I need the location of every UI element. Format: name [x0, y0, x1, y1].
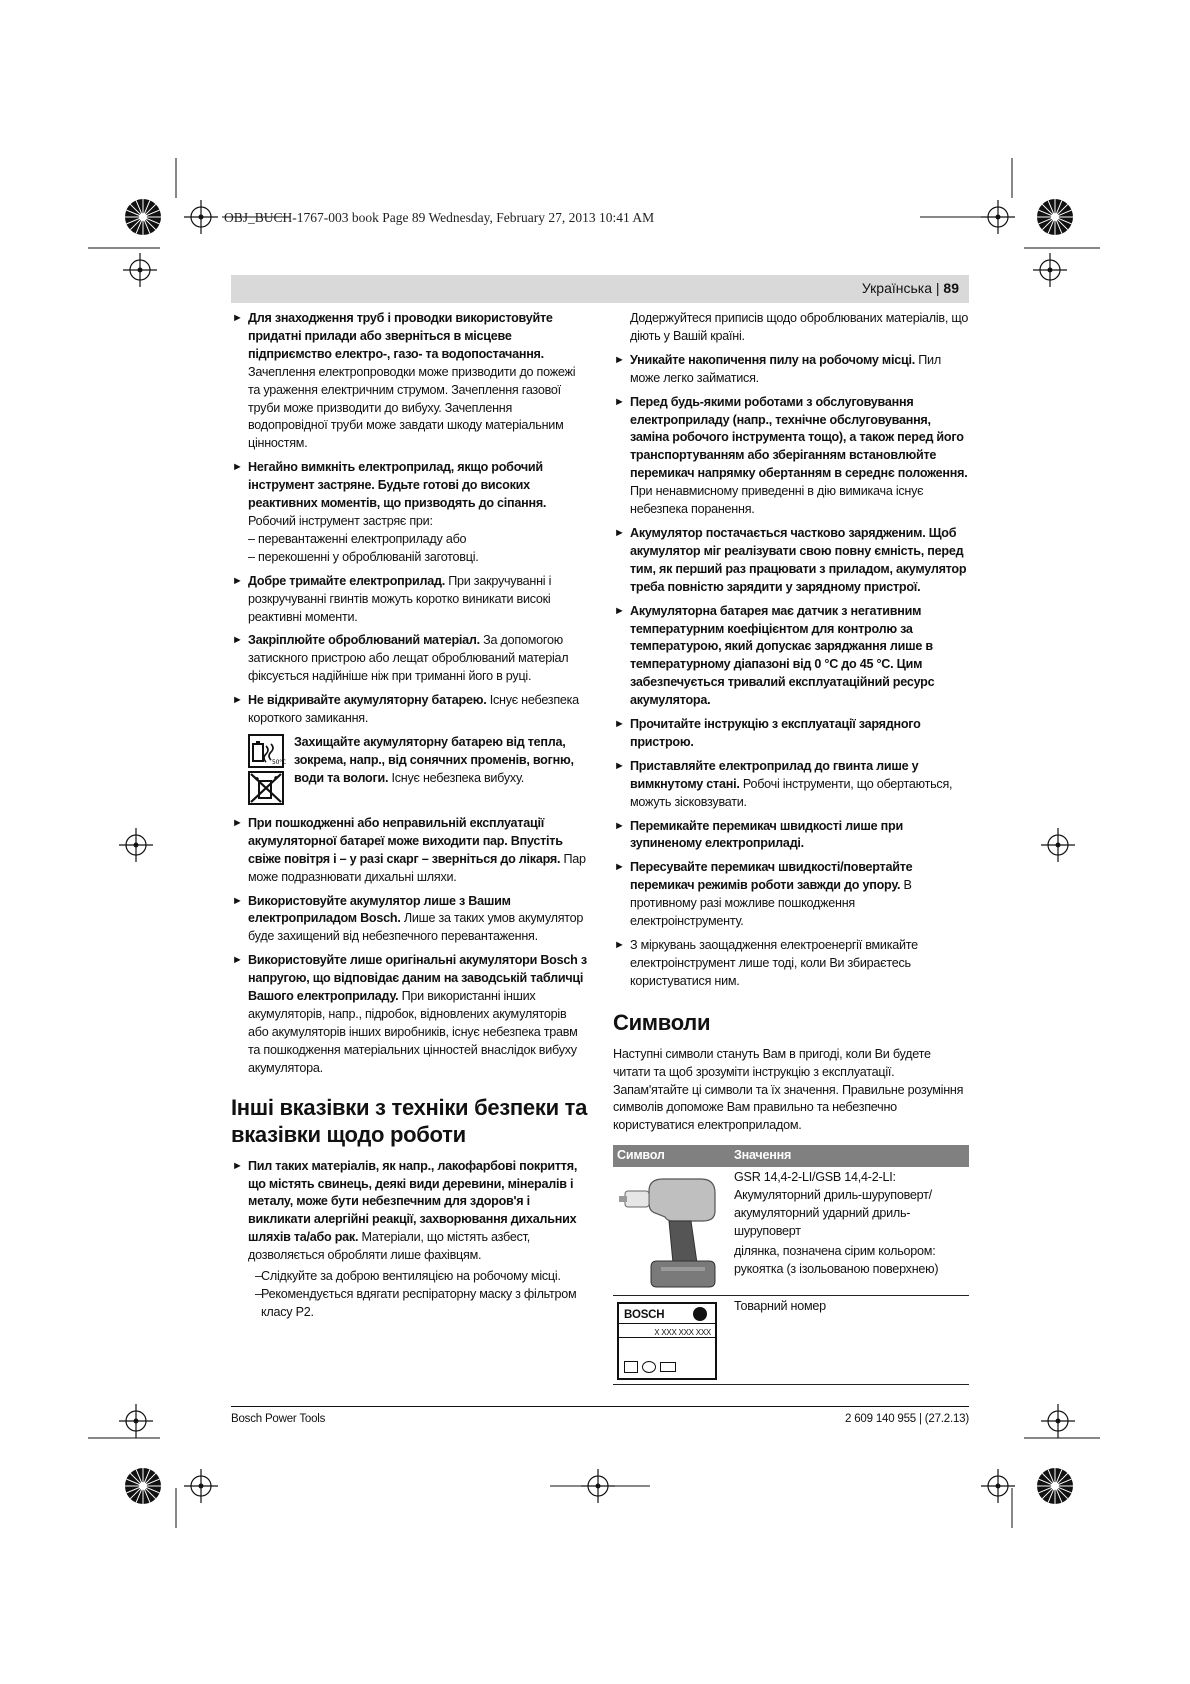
bullet-bold: Пил таких матеріалів, як напр., лакофарбові покриття, що містять свинець, деякі види деревини, мінералів і металу, може бути небезпечним для здоров'я і викликати алергійні реакції, захворювання дихальних шляхів та/або рак. — [248, 1158, 578, 1245]
bullet-arrow-icon: ► — [232, 1159, 243, 1172]
bullet-arrow-icon: ► — [614, 526, 625, 539]
bullet-bold: Використовуйте акумулятор лише з Вашим електроприладом Bosch. — [248, 893, 511, 926]
bullet — [613, 603, 969, 710]
header-text — [862, 280, 959, 296]
rectangle-icon — [660, 1362, 676, 1372]
dash-marker: – — [255, 1286, 262, 1301]
bullet — [231, 893, 589, 947]
meaning-cell — [730, 1167, 969, 1296]
bullet-text: В противному разі можливе пошкодження електроінструменту. — [630, 878, 912, 929]
meaning-grey-area-text: ділянка, позначена сірим кольором: рукоятка (з ізольованою поверхнею) — [734, 1243, 939, 1276]
bullet-arrow-icon: ► — [232, 312, 243, 324]
symbols-intro: Наступні символи стануть Вам в пригоді, коли Ви будете читати та щоб зрозуміти інструкцію з експлуатації. Запам'ятайте ці символи та їх значення. Правильне розуміння символів допоможе Вам правильно та небезпечно користуватися електроприладом. — [613, 1046, 964, 1133]
symbols-table — [613, 1145, 969, 1385]
dash-item — [231, 1286, 589, 1322]
section-heading-symbols: Символи — [613, 1009, 711, 1035]
bullet — [613, 525, 969, 597]
bullet — [231, 692, 589, 728]
sub-item: – перевантаженні електроприладу або — [248, 531, 467, 546]
bullet — [231, 1158, 589, 1265]
nameplate-rule — [619, 1337, 715, 1338]
meaning-cell: Товарний номер — [730, 1296, 969, 1385]
bullet — [613, 937, 969, 991]
table-header-row — [613, 1145, 969, 1167]
bullet — [613, 352, 969, 388]
bullet-bold: Акумуляторна батарея має датчик з негативним температурним коефіцієнтом для контролю за температурою, який допускає заряджання лише в температурному діапазоні від 0 °C до 45 °C. Цим забезпечується тривалий експлуатаційний ресурс акумулятора. — [630, 603, 935, 708]
bullet-arrow-icon: ► — [614, 861, 625, 874]
bullet-arrow-icon: ► — [614, 819, 625, 832]
bullet-arrow-icon: ► — [232, 694, 243, 707]
bullet-text: Матеріали, що містять азбест, дозволяється обробляти лише фахівцям. — [248, 1230, 531, 1263]
svg-text:50°C: 50°C — [272, 758, 286, 766]
dash-marker: – — [255, 1269, 262, 1284]
battery-water-crossed-icon — [248, 771, 284, 805]
nameplate-number: X XXX XXX XXX — [654, 1328, 711, 1338]
running-header — [231, 275, 969, 303]
square-icon — [624, 1361, 638, 1373]
header-separator: | — [935, 280, 940, 296]
bullet-text: Робочий інструмент застряє при: — [248, 513, 433, 528]
table-row — [613, 1167, 969, 1296]
bullet-bold: Прочитайте інструкцію з експлуатації зарядного пристрою. — [630, 717, 921, 749]
battery-warning-block — [248, 734, 589, 808]
meaning-model-text: GSR 14,4-2-LI/GSB 14,4-2-LI: Акумуляторний дриль-шуруповерт/ акумуляторний ударний дриль-шуруповерт — [734, 1170, 932, 1238]
sub-item: – перекошенні у оброблюваній заготовці. — [248, 549, 479, 564]
bullet — [613, 716, 969, 752]
bullet — [613, 758, 969, 812]
bullet-arrow-icon: ► — [232, 574, 243, 587]
column-header-meaning: Значення — [730, 1145, 969, 1167]
bullet-arrow-icon: ► — [614, 939, 625, 951]
battery-heat-icon — [248, 734, 284, 768]
bullet-text: Існує небезпека короткого замикання. — [248, 693, 579, 726]
bullet-bold: Не відкривайте акумуляторну батарею. — [248, 693, 487, 708]
bullet-arrow-icon: ► — [614, 718, 625, 731]
continuation-text: Додержуйтеся приписів щодо оброблюваних матеріалів, що діють у Вашій країні. — [630, 311, 969, 343]
bullet-text: Робочі інструменти, що обертаються, можуть зісковзувати. — [630, 776, 953, 809]
right-column — [613, 310, 969, 1385]
info-icon — [693, 1307, 707, 1321]
bullet-bold: Перед будь-якими роботами з обслуговування електроприладу (напр., технічне обслуговування, заміна робочого інструмента тощо), а також перед його транспортуванням або зберіганням встановлюйте перемикач напрямку обертанням в середнє положення. — [630, 394, 968, 481]
bullet-text: Зачеплення електропроводки може призводити до пожежі та ураження електричним струмом. Зачеплення газової труби може призводити до вибуху. Зачеплення водопровідної труби може завдати шкоду матеріальним цінностям. — [248, 364, 576, 451]
bullet-text: Пар може подразнювати дихальні шляхи. — [248, 851, 586, 884]
nameplate-brand: BOSCH — [624, 1309, 665, 1322]
bullet — [231, 952, 589, 1077]
bullet-text: За допомогою затискного пристрою або лещат оброблюваний матеріал фіксується надійніше ніж при триманні його в руці. — [248, 633, 569, 684]
bullet-text: Пил може легко займатися. — [630, 352, 941, 385]
bullet-arrow-icon: ► — [232, 894, 243, 907]
warning-bold: Захищайте акумуляторну батарею від тепла, зокрема, напр., від сонячних променів, вогню, води та вологи. — [294, 734, 574, 785]
bullet-arrow-icon: ► — [232, 816, 243, 829]
warning-text: Існує небезпека вибуху. — [388, 770, 524, 785]
bullet-bold: При пошкодженні або неправильній експлуатації акумуляторної батареї може виходити пар. Впустіть свіже повітря і – у разі скарг – зверніться до лікаря. — [248, 815, 563, 866]
dash-item — [231, 1268, 589, 1286]
footer-right: 2 609 140 955 | (27.2.13) — [845, 1413, 969, 1425]
bullet-text: Лише за таких умов акумулятор буде захищений від небезпечного перевантаження. — [248, 911, 584, 944]
bullet-bold: Приставляйте електроприлад до гвинта лише у вимкнутому стані. — [630, 758, 919, 791]
warning-icons — [248, 734, 294, 808]
footer-rule — [231, 1406, 969, 1407]
bullet-bold: Добре тримайте електроприлад. — [248, 573, 445, 588]
bullet — [231, 459, 589, 531]
bullet-arrow-icon: ► — [232, 954, 243, 967]
column-header-symbol: Символ — [613, 1145, 730, 1167]
bullet-text: При закручуванні і розкручуванні гвинтів можуть коротко виникати високі реактивні моменти. — [248, 573, 552, 624]
symbol-cell — [613, 1167, 730, 1296]
battery-warning-text — [294, 734, 589, 808]
bullet-arrow-icon: ► — [232, 634, 243, 647]
header-language: Українська — [861, 280, 932, 296]
bullet-bold: Уникайте накопичення пилу на робочому місці. — [630, 352, 915, 367]
bullet — [231, 632, 589, 686]
bullet-bold: Використовуйте лише оригінальні акумулятори Bosch з напругою, що відповідає даним на заводській табличці Вашого електроприладу. — [248, 953, 587, 1004]
dash-text: Рекомендується вдягати респіраторну маску з фільтром класу Р2. — [261, 1286, 577, 1319]
bullet — [613, 394, 969, 519]
bullet — [231, 573, 589, 627]
bullet-arrow-icon: ► — [614, 395, 625, 408]
cordless-drill-icon — [619, 1169, 724, 1291]
print-slug: OBJ_BUCH-1767-003 book Page 89 Wednesday, February 27, 2013 10:41 AM — [224, 210, 655, 225]
dash-text: Слідкуйте за доброю вентиляцією на робочому місці. — [261, 1269, 561, 1284]
bullet — [613, 859, 969, 931]
bullet-bold: Закріплюйте оброблюваний матеріал. — [248, 633, 480, 648]
bullet-bold: Для знаходження труб і проводки використовуйте придатні прилади або зверніться в місцеве підприємство електро-, газо- та водопостачання. — [248, 311, 553, 361]
bullet — [231, 310, 589, 453]
bullet-bold: Негайно вимкніть електроприлад, якщо робочий інструмент застряне. Будьте готові до високих реактивних моментів, що призводять до сіпання. — [248, 460, 547, 511]
bullet-arrow-icon: ► — [232, 461, 243, 474]
bullet-arrow-icon: ► — [614, 353, 625, 366]
section-heading-safety: Інші вказівки з техніки безпеки та вказівки щодо роботи — [231, 1094, 588, 1147]
circle-icon — [642, 1361, 656, 1373]
symbol-cell — [613, 1296, 730, 1385]
bullet-bold: Перемикайте перемикач швидкості лише при зупиненому електроприладі. — [630, 818, 903, 851]
page-number: 89 — [943, 280, 959, 296]
bullet-text: При ненавмисному приведенні в дію вимикача існує небезпека поранення. — [630, 484, 924, 517]
bullet-bold: Акумулятор постачається частково зарядженим. Щоб акумулятор міг реалізувати свою повну ємність, перед тим, як перший раз працювати з приладом, акумулятор треба повністю зарядити у зарядному пристрої. — [630, 525, 967, 594]
left-column — [231, 310, 589, 1322]
table-row — [613, 1296, 969, 1385]
bullet-text: При використанні інших акумуляторів, напр., підробок, відновлених акумуляторів або акумуляторів інших виробників, існує небезпека травм та пошкодження матеріальних цінностей внаслідок вибуху акумулятора. — [248, 989, 578, 1075]
nameplate-icon — [617, 1302, 717, 1380]
bullet — [613, 818, 969, 854]
bullet-arrow-icon: ► — [614, 759, 625, 772]
bullet-text: З міркувань заощадження електроенергії вмикайте електроінструмент лише тоді, коли Ви збираєтесь користуватися ним. — [630, 938, 918, 988]
bullet — [231, 815, 589, 887]
bullet-bold: Пересувайте перемикач швидкості/повертайте перемикач режимів роботи завжди до упору. — [630, 860, 913, 893]
bullet-arrow-icon: ► — [614, 604, 625, 617]
footer-left: Bosch Power Tools — [231, 1413, 326, 1425]
